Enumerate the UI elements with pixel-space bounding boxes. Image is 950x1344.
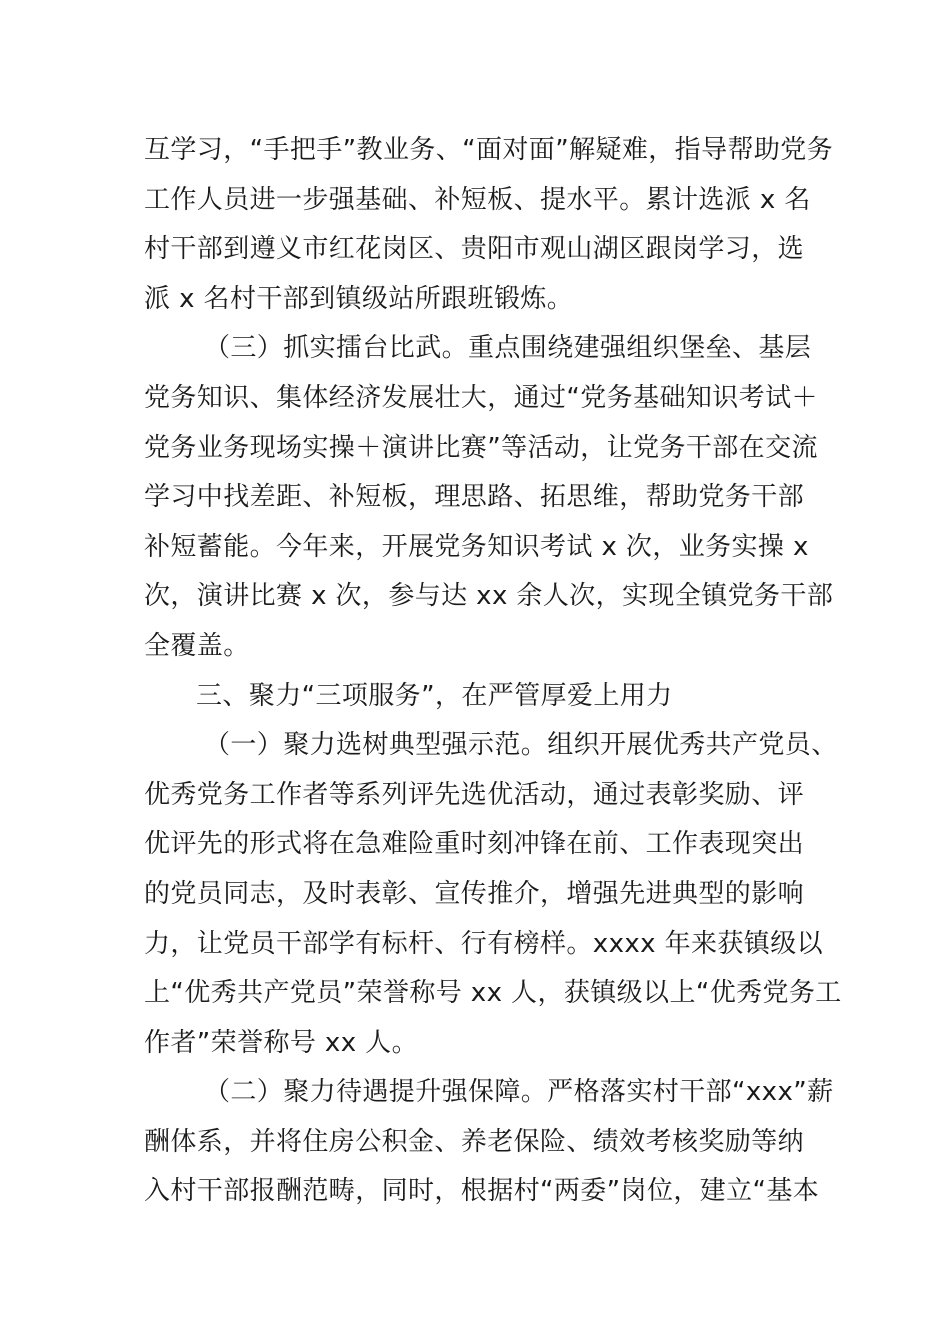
subsection-2-first-line: （二）聚力待遇提升强保障。严格落实村干部“xxx”薪 [204,1077,834,1108]
text-line: 优秀党务工作者等系列评先选优活动，通过表彰奖励、评 [144,779,805,810]
text-line: 酬体系，并将住房公积金、养老保险、绩效考核奖励等纳 [144,1126,805,1157]
text-line: 工作人员进一步强基础、补短板、提水平。累计选派 x 名 [144,184,811,215]
text-line: 次，演讲比赛 x 次，参与达 xx 余人次，实现全镇党务干部 [144,581,834,612]
text-line: 学习中找差距、补短板，理思路、拓思维，帮助党务干部 [144,482,805,513]
text-line: 全覆盖。 [144,630,250,661]
section-heading: 三、聚力“三项服务”，在严管厚爱上用力 [196,680,673,711]
text-line: 互学习，“手把手”教业务、“面对面”解疑难，指导帮助党务 [144,135,834,165]
subsection-1-first-line: （一）聚力选树典型强示范。组织开展优秀共产党员、 [204,730,838,761]
text-line: 力，让党员干部学有标杆、行有榜样。xxxx 年来获镇级以 [144,928,824,959]
text-line: 入村干部报酬范畴，同时，根据村“两委”岗位，建立“基本 [144,1176,820,1207]
body-text [144,126,842,1217]
text-line: 作者”荣誉称号 xx 人。 [144,1027,418,1058]
text-line: 党务知识、集体经济发展壮大，通过“党务基础知识考试＋ [144,382,818,413]
text-line: 村干部到遵义市红花岗区、贵阳市观山湖区跟岗学习，选 [144,234,805,265]
section-3-paragraph-first-line: （三）抓实擂台比武。重点围绕建强组织堡垒、基层 [204,333,812,364]
text-line: 派 x 名村干部到镇级站所跟班锻炼。 [144,283,574,314]
text-line: 的党员同志，及时表彰、宣传推介，增强先进典型的影响 [144,878,805,909]
text-line: 补短蓄能。今年来，开展党务知识考试 x 次，业务实操 x [144,531,809,562]
text-line: 优评先的形式将在急难险重时刻冲锋在前、工作表现突出 [144,829,805,860]
text-line: 党务业务现场实操＋演讲比赛”等活动，让党务干部在交流 [144,432,818,463]
text-line: 上“优秀共产党员”荣誉称号 xx 人，获镇级以上“优秀党务工 [144,978,842,1009]
